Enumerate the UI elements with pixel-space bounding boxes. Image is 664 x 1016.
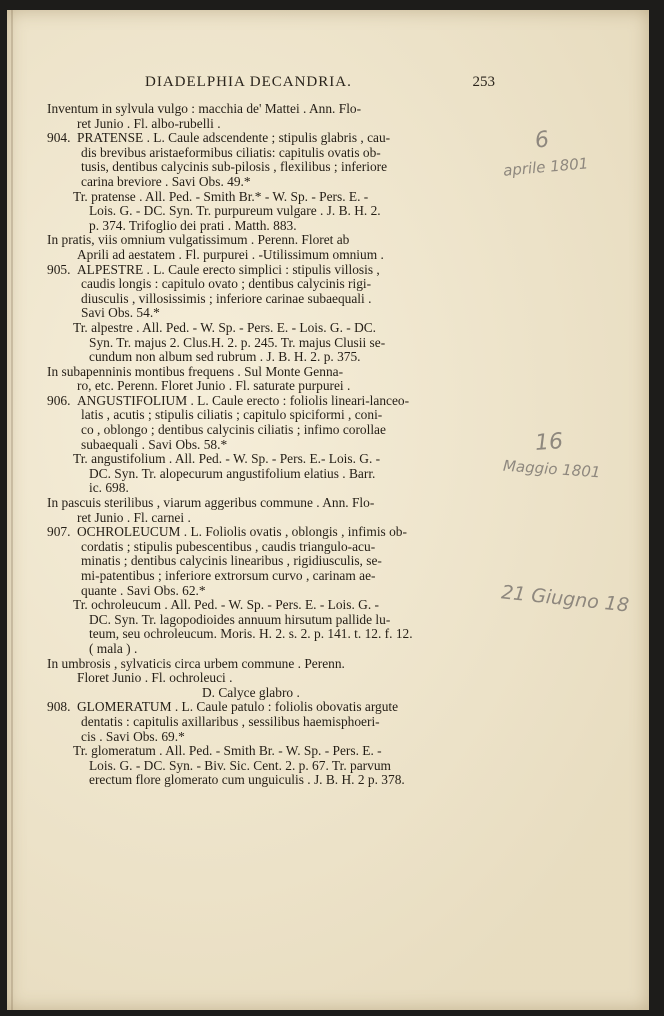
line-text: OCHROLEUCUM . L. Foliolis ovatis , oblongis , infimis ob- <box>77 525 407 540</box>
text-line <box>47 773 503 788</box>
text-line <box>47 306 503 321</box>
line-text: carina breviore . Savi Obs. 49.* <box>81 174 251 189</box>
text-line <box>47 657 503 672</box>
line-text: diusculis , villosissimis ; inferiore carinae subaequali . <box>81 291 372 306</box>
text-line <box>47 102 503 117</box>
text-line <box>47 744 503 759</box>
line-text: ic. 698. <box>89 481 129 496</box>
text-line <box>47 525 503 540</box>
line-text: latis , acutis ; stipulis ciliatis ; capitulo spiciformi , coni- <box>81 408 383 423</box>
text-line <box>47 627 503 642</box>
line-text: Syn. Tr. majus 2. Clus.H. 2. p. 245. Tr. majus Clusii se- <box>89 335 386 350</box>
species-number: 907. <box>47 525 71 540</box>
margin-note-maggio-1801: Maggio 1801 <box>502 456 601 482</box>
line-text: PRATENSE . L. Caule adscendente ; stipulis glabris , cau- <box>77 131 391 146</box>
text-line <box>47 452 503 467</box>
text-line <box>47 204 503 219</box>
text-line <box>47 408 503 423</box>
line-text: ANGUSTIFOLIUM . L. Caule erecto : foliolis lineari-lanceo- <box>77 393 410 408</box>
line-text: ro, etc. Perenn. Floret Junio . Fl. saturate purpurei . <box>77 379 351 394</box>
margin-note-giugno: 21 Giugno 18 <box>500 581 631 617</box>
text-line <box>47 248 503 263</box>
text-line <box>47 540 503 555</box>
text-line <box>47 598 503 613</box>
text-line <box>47 350 503 365</box>
text-line <box>47 584 503 599</box>
text-line <box>47 263 503 278</box>
line-text: Floret Junio . Fl. ochroleuci . <box>77 671 233 686</box>
line-text: Tr. alpestre . All. Ped. - W. Sp. - Pers. E. - Lois. G. - DC. <box>73 320 377 335</box>
line-text: GLOMERATUM . L. Caule patulo : foliolis obovatis argute <box>77 700 399 715</box>
line-text: Tr. ochroleucum . All. Ped. - W. Sp. - Pers. E. - Lois. G. - <box>73 598 379 613</box>
line-text: subaequali . Savi Obs. 58.* <box>81 437 228 452</box>
line-text: cordatis ; stipulis pubescentibus , caudis triangulo-acu- <box>81 539 376 554</box>
line-text: teum, seu ochroleucum. Moris. H. 2. s. 2. p. 141. t. 12. f. 12. <box>89 627 413 642</box>
margin-note-day-16: 16 <box>534 429 564 456</box>
line-text: Tr. glomeratum . All. Ped. - Smith Br. - W. Sp. - Pers. E. - <box>73 744 382 759</box>
text-line <box>47 511 503 526</box>
line-text: minatis ; dentibus calycinis linearibus , rigidiusculis, se- <box>81 554 382 569</box>
line-text: D. Calyce glabro . <box>202 685 300 700</box>
text-line <box>47 175 503 190</box>
line-text: dentatis : capitulis axillaribus , sessilibus haemisphoeri- <box>81 714 380 729</box>
text-line <box>47 642 503 657</box>
text-line <box>47 321 503 336</box>
line-text: Lois. G. - DC. Syn. Tr. purpureum vulgare . J. B. H. 2. <box>89 204 381 219</box>
text-line <box>47 496 503 511</box>
line-text: DC. Syn. Tr. alopecurum angustifolium elatius . Barr. <box>89 466 376 481</box>
text-line <box>47 671 503 686</box>
text-line <box>47 481 503 496</box>
text-line <box>47 715 503 730</box>
line-text: Tr. angustifolium . All. Ped. - W. Sp. - Pers. E.- Lois. G. - <box>73 452 381 467</box>
text-line <box>47 131 503 146</box>
text-line <box>47 467 503 482</box>
text-line <box>47 730 503 745</box>
line-text: In umbrosis , sylvaticis circa urbem commune . Perenn. <box>47 656 345 671</box>
page-fold <box>11 10 13 1010</box>
text-line <box>47 700 503 715</box>
line-text: ret Junio . Fl. carnei . <box>77 510 191 525</box>
page-number: 253 <box>472 74 495 90</box>
text-line <box>47 613 503 628</box>
line-text: Savi Obs. 54.* <box>81 306 160 321</box>
line-text: Tr. pratense . All. Ped. - Smith Br.* - W. Sp. - Pers. E. - <box>73 189 369 204</box>
line-text: Inventum in sylvula vulgo : macchia de' Mattei . Ann. Flo- <box>47 102 362 116</box>
line-text: ret Junio . Fl. albo-rubelli . <box>77 116 221 131</box>
line-text: quante . Savi Obs. 62.* <box>81 583 206 598</box>
text-line <box>47 292 503 307</box>
line-text: tusis, dentibus calycinis sub-pilosis , flexilibus ; inferiore <box>81 160 388 175</box>
line-text: ( mala ) . <box>89 641 138 656</box>
line-text: In pascuis sterilibus , viarum aggeribus commune . Ann. Flo- <box>47 496 375 511</box>
line-text: cis . Savi Obs. 69.* <box>81 729 185 744</box>
text-line <box>47 117 503 132</box>
running-title: DIADELPHIA DECANDRIA. <box>145 74 352 90</box>
line-text: In subapenninis montibus frequens . Sul Monte Genna- <box>47 364 344 379</box>
text-line <box>47 146 503 161</box>
text-line <box>47 190 503 205</box>
line-text: DC. Syn. Tr. lagopodioides annuum hirsutum pallide lu- <box>89 612 391 627</box>
margin-note-aprile-1801: aprile 1801 <box>502 154 590 180</box>
line-text: In pratis, viis omnium vulgatissimum . Perenn. Floret ab <box>47 233 350 248</box>
line-text: co , oblongo ; dentibus calycinis ciliatis ; infimo corollae <box>81 423 386 438</box>
text-line <box>47 759 503 774</box>
line-text: erectum flore glomerato cum unguiculis . J. B. H. 2 p. 378. <box>89 773 405 788</box>
text-line <box>47 219 503 234</box>
line-text: Lois. G. - DC. Syn. - Biv. Sic. Cent. 2. p. 67. Tr. parvum <box>89 758 391 773</box>
book-page <box>7 10 649 1010</box>
species-number: 905. <box>47 262 71 277</box>
text-line <box>47 336 503 351</box>
text-line <box>47 686 503 701</box>
text-line <box>47 423 503 438</box>
line-text: ALPESTRE . L. Caule erecto simplici : stipulis villosis , <box>77 262 380 277</box>
text-line <box>47 554 503 569</box>
species-number: 906. <box>47 393 71 408</box>
text-line <box>47 394 503 409</box>
text-line <box>47 233 503 248</box>
line-text: mi-patentibus ; inferiore extrorsum curvo , carinam ae- <box>81 569 376 583</box>
line-text: p. 374. Trifoglio dei prati . Matth. 883. <box>89 218 297 233</box>
line-text: dis brevibus aristaeformibus ciliatis: capitulis ovatis ob- <box>81 145 381 160</box>
margin-note-day-6: 6 <box>533 127 551 154</box>
text-line <box>47 160 503 175</box>
line-text: Aprili ad aestatem . Fl. purpurei . -Utilissimum omnium . <box>77 247 384 262</box>
text-line <box>47 365 503 380</box>
line-text: cundum non album sed rubrum . J. B. H. 2. p. 375. <box>89 350 361 365</box>
species-number: 904. <box>47 131 71 146</box>
text-line <box>47 379 503 394</box>
text-line <box>47 569 503 584</box>
main-text <box>47 102 503 788</box>
line-text: caudis longis : capitulo ovato ; dentibus calycinis rigi- <box>81 277 372 292</box>
species-number: 908. <box>47 700 71 715</box>
text-line <box>47 277 503 292</box>
text-line <box>47 438 503 453</box>
